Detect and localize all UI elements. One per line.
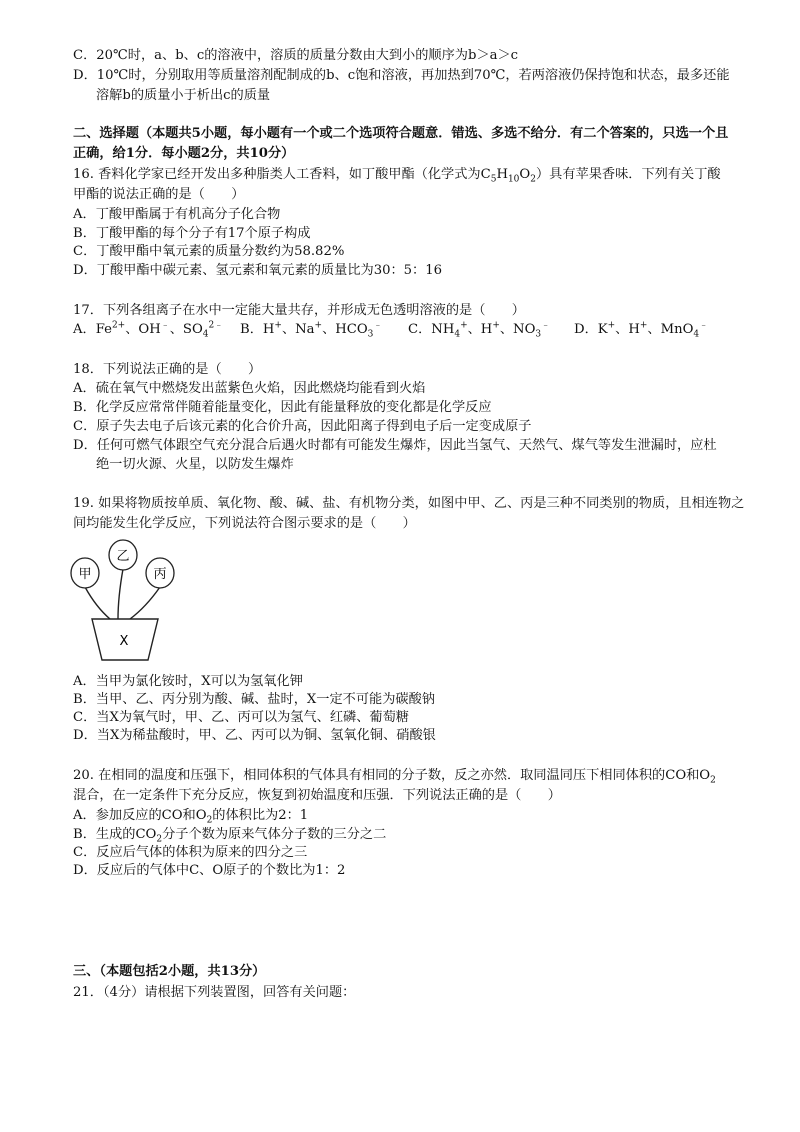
q16-stem-line2: 甲酯的说法正确的是（ ） bbox=[73, 187, 245, 202]
q19-option-c: C．当X为氧气时，甲、乙、丙可以为氢气、红磷、葡萄糖 bbox=[73, 710, 409, 725]
flower-middle-label: 乙 bbox=[116, 549, 130, 564]
q17-stem: 17．下列各组离子在水中一定能大量共存，并形成无色透明溶液的是（ ） bbox=[73, 303, 525, 318]
q19-option-a: A．当甲为氯化铵时，X可以为氢氧化钾 bbox=[73, 674, 303, 689]
stem-middle bbox=[118, 569, 123, 619]
flower-left-label: 甲 bbox=[78, 567, 92, 582]
q17-option-a: A．$Fe^{2+}$、OH﹣、$SO_4^{2﹣}$ bbox=[73, 320, 224, 340]
q17-option-d: D．K+、H+、MnO$_4$﹣ bbox=[574, 320, 709, 340]
q20-option-c: C．反应后气体的体积为原来的四分之三 bbox=[73, 845, 308, 860]
q18-option-a: A．硫在氧气中燃烧发出蓝紫色火焰，因此燃烧均能看到火焰 bbox=[73, 381, 426, 396]
q18-option-c: C．原子失去电子后该元素的化合价升高，因此阳离子得到电子后一定变成原子 bbox=[73, 419, 532, 434]
pot-label: X bbox=[119, 634, 129, 649]
q20-stem-line1: 20. 在相同的温度和压强下，相同体积的气体具有相同的分子数，反之亦然．取同温同压下相同体积的CO和$O_2$ bbox=[73, 768, 716, 786]
option-d-prev-line2: 溶解b的质量小于析出c的质量 bbox=[96, 88, 271, 103]
q18-option-d-line2: 绝一切火源、火星，以防发生爆炸 bbox=[96, 457, 294, 472]
q16-option-d: D．丁酸甲酯中碳元素、氢元素和氧元素的质量比为30：5：16 bbox=[73, 263, 443, 278]
section2-heading-line2: 正确，给1分．每小题2分，共10分） bbox=[73, 146, 295, 161]
flower-right-label: 丙 bbox=[153, 567, 167, 582]
stem-right bbox=[130, 587, 160, 619]
q20-option-b: B．生成的$CO_2$分子个数为原来气体分子数的三分之二 bbox=[73, 827, 387, 845]
q19-option-b: B．当甲、乙、丙分别为酸、碱、盐时，X一定不可能为碳酸钠 bbox=[73, 692, 435, 707]
q21-stem: 21．（4分）请根据下列装置图，回答有关问题： bbox=[73, 985, 356, 1000]
q18-stem: 18．下列说法正确的是（ ） bbox=[73, 362, 262, 377]
q20-stem-line2: 混合，在一定条件下充分反应，恢复到初始温度和压强．下列说法正确的是（ ） bbox=[73, 788, 561, 803]
q19-stem-line1: 19. 如果将物质按单质、氧化物、酸、碱、盐、有机物分类，如图中甲、乙、丙是三种不同类别的物质，且相连物之 bbox=[73, 496, 745, 511]
option-d-prev-line1: D．10℃时，分别取用等质量溶剂配制成的b、c饱和溶液，再加热到70℃，若两溶液仍保持饱和状态，最多还能 bbox=[73, 68, 730, 83]
q19-option-d: D．当X为稀盐酸时，甲、乙、丙可以为铜、氢氧化铜、硝酸银 bbox=[73, 728, 436, 743]
section2-heading-line1: 二、选择题（本题共5小题，每小题有一个或二个选项符合题意．错选、多选不给分．有二个答案的，只选一个且 bbox=[73, 126, 729, 141]
option-c-prev: C．20℃时，a、b、c的溶液中，溶质的质量分数由大到小的顺序为b＞a＞c bbox=[73, 48, 519, 63]
q17-option-b: B．H+、Na+、$HCO_3^﹣$ bbox=[240, 320, 383, 340]
section3-heading: 三、（本题包括2小题，共13分） bbox=[73, 964, 266, 979]
q16-option-c: C．丁酸甲酯中氧元素的质量分数约为58.82% bbox=[73, 244, 345, 259]
q17-option-c: C．$NH_4^+$、H+、$NO_3^﹣$ bbox=[408, 320, 551, 340]
q19-stem-line2: 间均能发生化学反应，下列说法符合图示要求的是（ ） bbox=[73, 516, 416, 531]
q20-option-a: A．参加反应的CO和$O_2$的体积比为2：1 bbox=[73, 808, 309, 826]
q18-option-b: B．化学反应常常伴随着能量变化，因此有能量释放的变化都是化学反应 bbox=[73, 400, 492, 415]
q16-option-a: A．丁酸甲酯属于有机高分子化合物 bbox=[73, 207, 281, 222]
flowerpot-diagram bbox=[68, 537, 178, 662]
q18-option-d-line1: D．任何可燃气体跟空气充分混合后遇火时都有可能发生爆炸，因此当氢气、天然气、煤气等发生泄漏时，应杜 bbox=[73, 438, 717, 453]
stem-left bbox=[85, 587, 110, 619]
q16-option-b: B．丁酸甲酯的每个分子有17个原子构成 bbox=[73, 226, 311, 241]
q16-stem-line1: 16. 香料化学家已经开发出多种脂类人工香料，如丁酸甲酯（化学式为$C_5H_{10}O_2$）具有苹果香味．下列有关丁酸 bbox=[73, 167, 721, 185]
q20-option-d: D．反应后的气体中C、O原子的个数比为1：2 bbox=[73, 863, 346, 878]
